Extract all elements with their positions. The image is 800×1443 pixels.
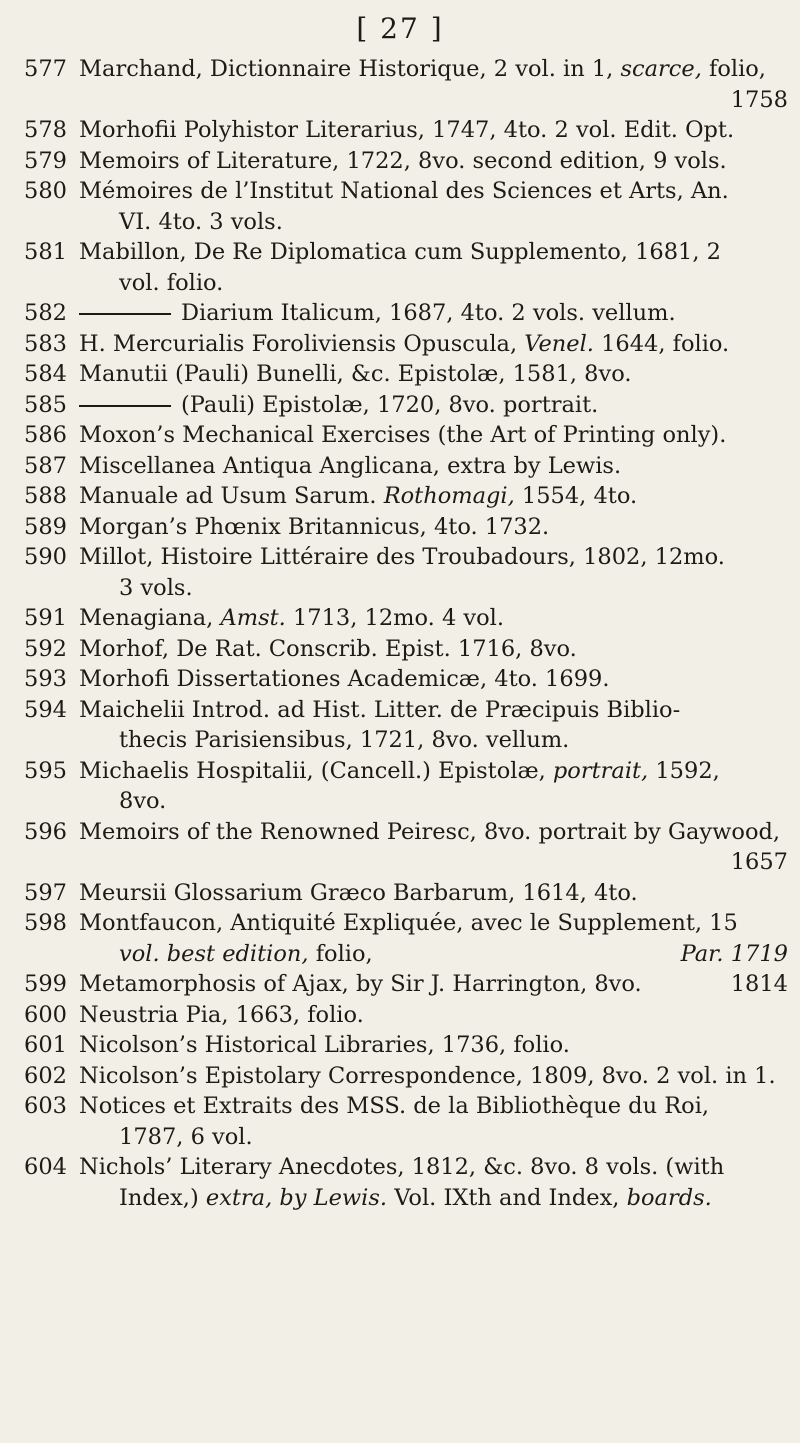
- entry-number: 578: [24, 117, 67, 143]
- entry-text: Morhof, De Rat. Conscrib. Epist. 1716, 8vo.: [79, 635, 577, 662]
- catalog-entry: [24, 756, 788, 817]
- catalog-entry: [24, 908, 788, 969]
- entry-number: 598: [24, 910, 67, 936]
- catalog-entry: [24, 390, 788, 421]
- catalog-entry: [24, 146, 788, 177]
- entry-text: Millot, Histoire Littéraire des Troubadours, 1802, 12mo.: [79, 544, 725, 570]
- entry-text: Metamorphosis of Ajax, by Sir J. Harrington, 8vo. 1814: [79, 971, 788, 997]
- ditto-dash: [79, 313, 171, 315]
- catalog-entry: [24, 451, 788, 482]
- catalog-entry: [24, 664, 788, 695]
- entry-number: 589: [24, 513, 67, 540]
- entry-text-cont: vol. folio.: [119, 269, 224, 296]
- entry-text-cont: Index,) extra, by Lewis. Vol. IXth and Index, boards.: [119, 1184, 712, 1211]
- entry-number: 588: [24, 483, 67, 509]
- catalog-entry: [24, 1091, 788, 1152]
- entry-number: 584: [24, 361, 67, 387]
- catalog-entry: [24, 54, 788, 115]
- entry-number: 585: [24, 391, 67, 418]
- entry-number: 604: [24, 1154, 67, 1180]
- entry-number: 599: [24, 971, 67, 997]
- entry-year: 1758: [730, 86, 788, 113]
- catalog-entry: [24, 176, 788, 237]
- catalog-entry: [24, 634, 788, 665]
- entry-text: Montfaucon, Antiquité Expliquée, avec le Supplement, 15: [79, 910, 738, 936]
- entry-text: Moxon’s Mechanical Exercises (the Art of Printing only).: [79, 422, 727, 448]
- catalog-entry: [24, 329, 788, 360]
- catalog-entry: [24, 603, 788, 634]
- entry-text: Memoirs of Literature, 1722, 8vo. second edition, 9 vols.: [79, 147, 727, 174]
- entry-year: 1657: [730, 849, 788, 875]
- entry-text: Maichelii Introd. ad Hist. Litter. de Præcipuis Biblio-: [79, 696, 681, 723]
- entry-number: 590: [24, 544, 67, 570]
- entry-text: Miscellanea Antiqua Anglicana, extra by Lewis.: [79, 452, 622, 479]
- entry-number: 594: [24, 696, 67, 723]
- entry-text: Mabillon, De Re Diplomatica cum Supplemento, 1681, 2: [79, 239, 721, 265]
- entry-number: 602: [24, 1062, 67, 1089]
- entry-text: Nichols’ Literary Anecdotes, 1812, &c. 8vo. 8 vols. (with: [79, 1154, 725, 1180]
- entry-text: Marchand, Dictionnaire Historique, 2 vol. in 1, scarce, folio,: [79, 56, 766, 82]
- entry-text: Morhofi Dissertationes Academicæ, 4to. 1699.: [79, 666, 610, 692]
- catalog-entry: [24, 817, 788, 878]
- entry-text: Nicolson’s Historical Libraries, 1736, folio.: [79, 1032, 570, 1058]
- entry-text: Nicolson’s Epistolary Correspondence, 1809, 8vo. 2 vol. in 1.: [79, 1062, 776, 1089]
- entry-text: H. Mercurialis Foroliviensis Opuscula, Venel. 1644, folio.: [79, 330, 730, 357]
- entry-text: Neustria Pia, 1663, folio.: [79, 1001, 364, 1028]
- entry-number: 596: [24, 818, 67, 845]
- entry-text-cont: thecis Parisiensibus, 1721, 8vo. vellum.: [119, 727, 570, 753]
- catalog-entry: [24, 1030, 788, 1061]
- entry-number: 580: [24, 178, 67, 204]
- catalog-entry: [24, 359, 788, 390]
- catalog-entry: [24, 542, 788, 603]
- entry-number: 583: [24, 330, 67, 357]
- entry-text-cont: 3 vols.: [119, 574, 193, 601]
- catalog-list: [24, 54, 788, 1213]
- catalog-entry: [24, 1152, 788, 1213]
- entry-number: 581: [24, 239, 67, 265]
- entry-text: (Pauli) Epistolæ, 1720, 8vo. portrait.: [79, 390, 788, 421]
- catalog-entry: [24, 512, 788, 543]
- entry-text: Notices et Extraits des MSS. de la Bibliothèque du Roi,: [79, 1093, 710, 1119]
- entry-text: Menagiana, Amst. 1713, 12mo. 4 vol.: [79, 605, 505, 631]
- entry-text: Michaelis Hospitalii, (Cancell.) Epistolæ, portrait, 1592,: [79, 757, 720, 784]
- entry-text: Morhofii Polyhistor Literarius, 1747, 4to. 2 vol. Edit. Opt.: [79, 117, 735, 143]
- entry-text-cont: vol. best edition, folio, Par. 1719: [119, 940, 788, 967]
- catalog-entry: [24, 115, 788, 146]
- catalog-entry: [24, 237, 788, 298]
- entry-number: 586: [24, 422, 67, 448]
- entry-text: Manutii (Pauli) Bunelli, &c. Epistolæ, 1581, 8vo.: [79, 361, 632, 387]
- entry-text-cont: 8vo.: [119, 788, 167, 814]
- catalog-entry: [24, 695, 788, 756]
- entry-text: Manuale ad Usum Sarum. Rothomagi, 1554, 4to.: [79, 483, 638, 509]
- entry-number: 593: [24, 666, 67, 692]
- entry-text: Mémoires de l’Institut National des Sciences et Arts, An.: [79, 178, 729, 204]
- entry-number: 603: [24, 1093, 67, 1119]
- entry-number: 582: [24, 300, 67, 326]
- ditto-dash: [79, 405, 171, 407]
- entry-text: Diarium Italicum, 1687, 4to. 2 vols. vellum.: [79, 298, 788, 329]
- entry-number: 600: [24, 1001, 67, 1028]
- entry-number: 579: [24, 147, 67, 174]
- entry-number: 591: [24, 605, 67, 631]
- entry-text-cont: VI. 4to. 3 vols.: [119, 208, 283, 235]
- entry-number: 592: [24, 635, 67, 662]
- catalog-entry: [24, 420, 788, 451]
- entry-number: 587: [24, 452, 67, 479]
- catalog-entry: [24, 1000, 788, 1031]
- catalog-entry: [24, 298, 788, 329]
- catalog-entry: [24, 1061, 788, 1092]
- entry-text-cont: 1787, 6 vol.: [119, 1123, 253, 1150]
- catalog-entry: [24, 878, 788, 909]
- catalog-entry: [24, 481, 788, 512]
- entry-text: Memoirs of the Renowned Peiresc, 8vo. portrait by Gaywood,: [79, 818, 781, 845]
- entry-number: 601: [24, 1032, 67, 1058]
- entry-text: Morgan’s Phœnix Britannicus, 4to. 1732.: [79, 513, 550, 540]
- entry-number: 595: [24, 757, 67, 784]
- entry-number: 597: [24, 879, 67, 906]
- catalog-entry: [24, 969, 788, 1000]
- page-number: [ 27 ]: [356, 12, 444, 45]
- entry-text: Meursii Glossarium Græco Barbarum, 1614, 4to.: [79, 879, 638, 906]
- entry-number: 577: [24, 56, 67, 82]
